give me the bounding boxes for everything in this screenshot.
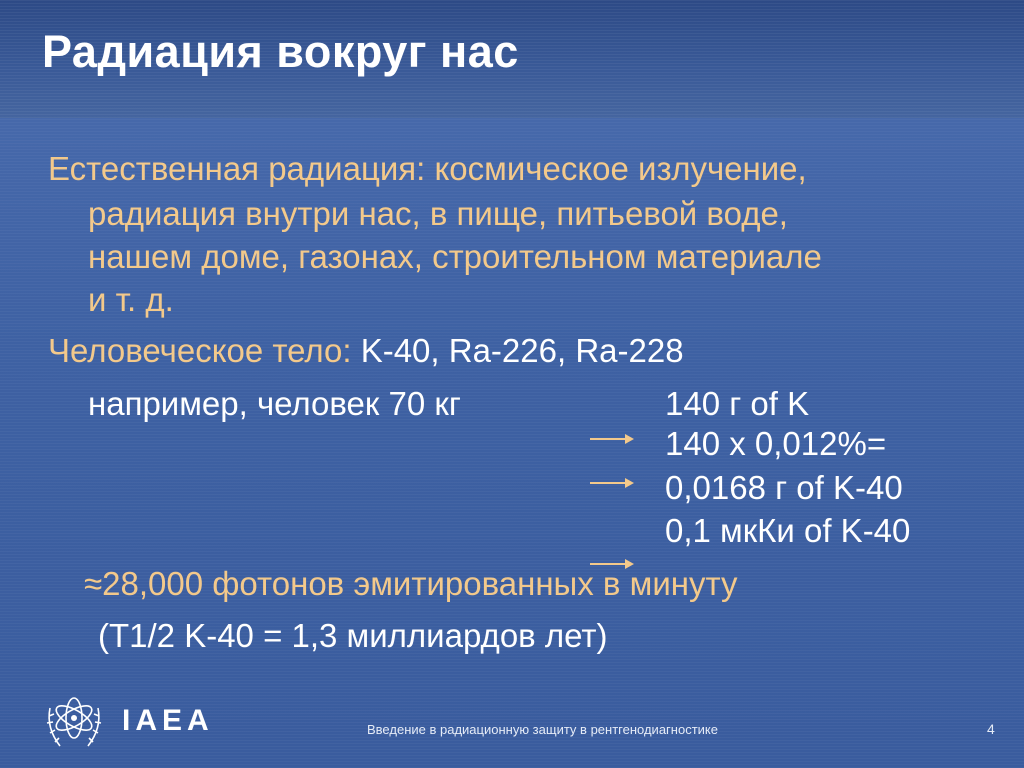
natural-radiation-line-1: Естественная радиация: космическое излучение,: [48, 150, 807, 187]
example-step-1: 140 г of K: [665, 385, 810, 422]
human-body-isotopes: K-40, Ra-226, Ra-228: [360, 332, 684, 369]
slide-title: Радиация вокруг нас: [42, 26, 519, 77]
arrow-right-icon: [590, 478, 634, 488]
natural-radiation-line-2: радиация внутри нас, в пище, питьевой воде,: [88, 195, 788, 232]
example-step-3: 0,0168 г of K-40: [665, 469, 903, 506]
example-step-4: 0,1 мкКи of K-40: [665, 512, 911, 549]
example-step-2: 140 x 0,012%=: [665, 425, 887, 462]
iaea-emblem-icon: [40, 688, 108, 756]
iaea-logo-text: IAEA: [122, 704, 214, 737]
natural-radiation-line-4: и т. д.: [88, 281, 174, 318]
natural-radiation-line-3: нашем доме, газонах, строительном материале: [88, 238, 822, 275]
half-life-line: (T1/2 K-40 = 1,3 миллиардов лет): [98, 617, 608, 654]
arrow-right-icon: [590, 434, 634, 444]
human-body-label: Человеческое тело:: [48, 332, 352, 369]
photons-line: ≈28,000 фотонов эмитированных в минуту: [84, 565, 738, 602]
page-number: 4: [987, 721, 995, 737]
human-body-line: [48, 332, 684, 370]
example-label: например, человек 70 кг: [88, 385, 461, 422]
course-title: Введение в радиационную защиту в рентгенодиагностике: [367, 722, 718, 737]
